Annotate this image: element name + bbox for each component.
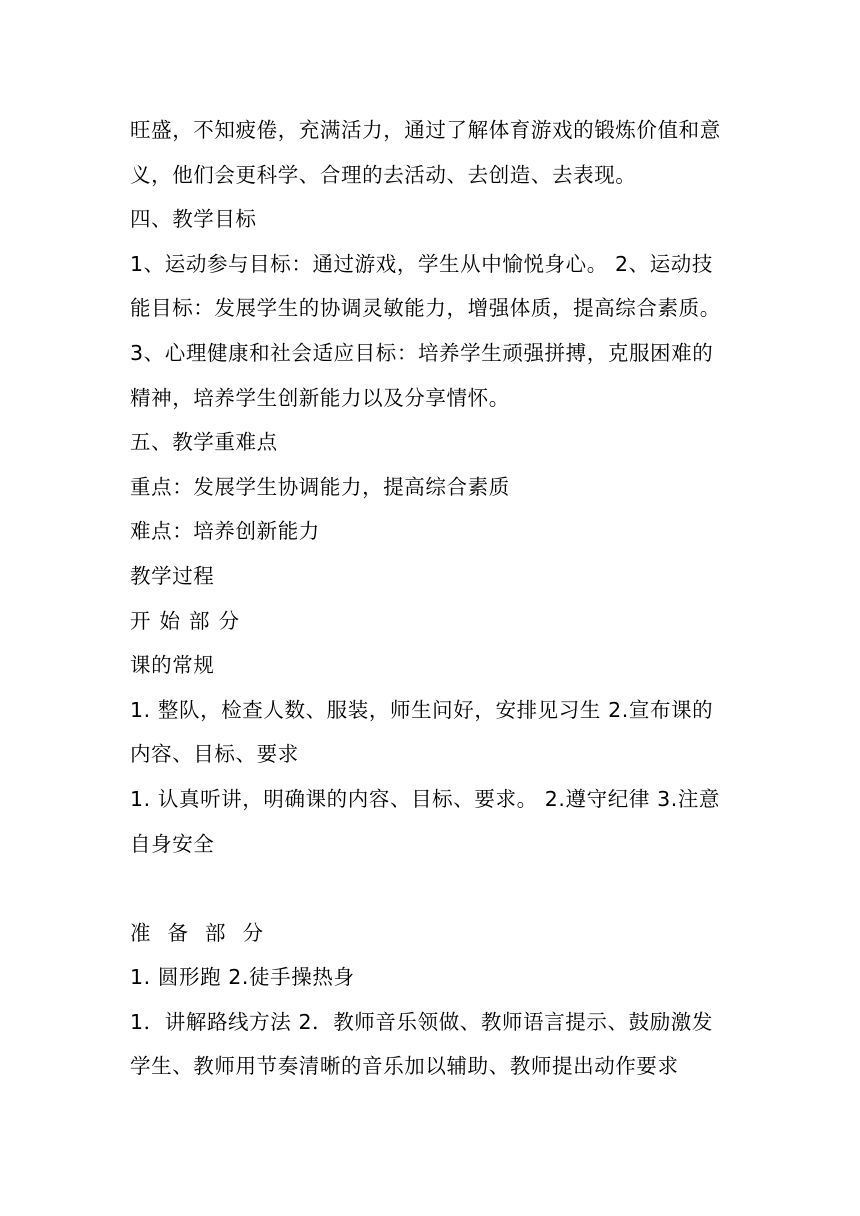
text-line: 1. 圆形跑 2.徒手操热身 [130, 965, 355, 990]
text-line: 重点：发展学生协调能力，提高综合素质 [130, 474, 510, 499]
section-heading: 四、教学目标 [130, 207, 257, 232]
text-line: 3、心理健康和社会适应目标：培养学生顽强拼搏，克服困难的 [130, 340, 714, 365]
text-line: 1、运动参与目标：通过游戏，学生从中愉悦身心。 2、运动技 [130, 251, 713, 276]
section-heading: 教学过程 [130, 563, 215, 588]
section-heading: 课的常规 [130, 653, 215, 678]
text-line: 精神，培养学生创新能力以及分享情怀。 [130, 385, 510, 410]
text-line: 学生、教师用节奏清晰的音乐加以辅助、教师提出动作要求 [130, 1054, 679, 1079]
text-line: 1. 整队，检查人数、服装，师生问好，安排见习生 2.宣布课的 [130, 697, 714, 722]
text-line: 难点：培养创新能力 [130, 519, 320, 544]
text-line: 1. 认真听讲，明确课的内容、目标、要求。 2.遵守纪律 3.注意 [130, 786, 721, 811]
text-line: 自身安全 [130, 831, 215, 856]
text-line: 1．讲解路线方法 2．教师音乐领做、教师语言提示、鼓励激发 [130, 1009, 713, 1034]
section-heading: 准备部分 [130, 920, 280, 945]
text-line: 内容、目标、要求 [130, 742, 299, 767]
section-heading: 五、教学重难点 [130, 430, 278, 455]
text-line: 能目标：发展学生的协调灵敏能力，增强体质，提高综合素质。 [130, 296, 721, 321]
document-body [130, 108, 734, 1089]
text-line: 义，他们会更科学、合理的去活动、去创造、去表现。 [130, 162, 637, 187]
text-line: 旺盛，不知疲倦，充满活力，通过了解体育游戏的锻炼价值和意 [130, 118, 721, 142]
blank-line [130, 866, 734, 911]
section-heading: 开始部分 [130, 608, 248, 633]
